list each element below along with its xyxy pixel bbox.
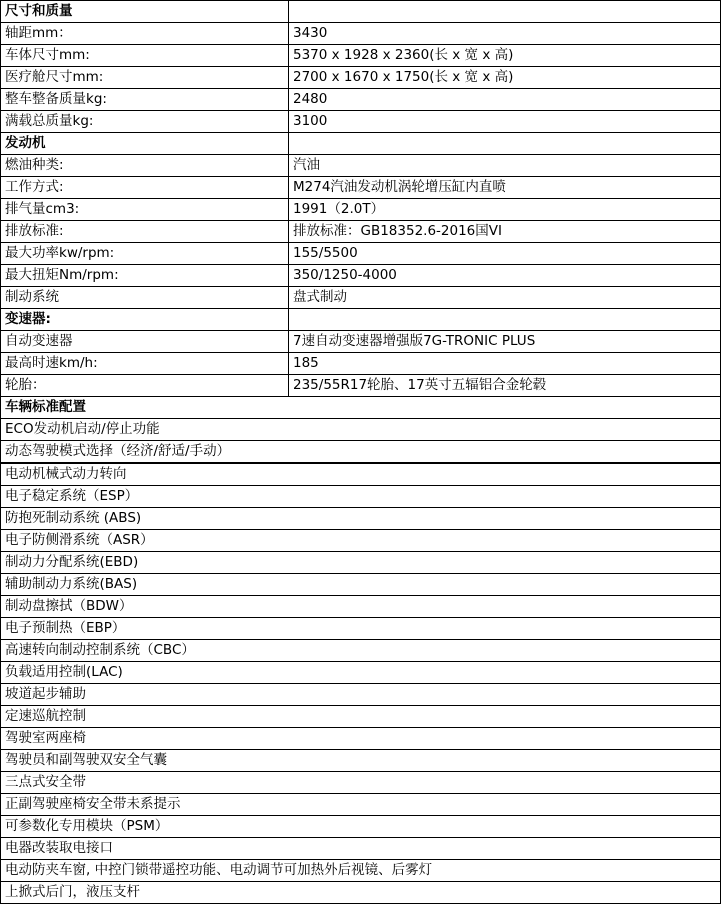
- config-item-row: [1, 419, 721, 441]
- spec-row: [1, 243, 721, 265]
- spec-value: 3100: [289, 111, 721, 133]
- spec-label: 排气量cm3:: [1, 199, 289, 221]
- config-item-row: [1, 794, 721, 816]
- config-item: 电子预制热（EBP）: [1, 618, 721, 640]
- spec-row: [1, 199, 721, 221]
- config-item-row: [1, 750, 721, 772]
- spec-value: 汽油: [289, 155, 721, 177]
- spec-label: 医疗舱尺寸mm:: [1, 67, 289, 89]
- spec-value: 235/55R17轮胎、17英寸五辐铝合金轮毂: [289, 375, 721, 397]
- config-item: 高速转向制动控制系统（CBC）: [1, 640, 721, 662]
- spec-row: [1, 375, 721, 397]
- config-item: 电子稳定系统（ESP）: [1, 486, 721, 508]
- spec-value: M274汽油发动机涡轮增压缸内直喷: [289, 177, 721, 199]
- section-heading: 发动机: [1, 133, 289, 155]
- empty-cell: [289, 133, 721, 155]
- spec-row: [1, 155, 721, 177]
- spec-row: [1, 67, 721, 89]
- config-item-row: [1, 618, 721, 640]
- config-item: ECO发动机启动/停止功能: [1, 419, 721, 441]
- config-heading-row: [1, 397, 721, 419]
- config-heading: 车辆标准配置: [1, 397, 721, 419]
- config-item: 防抱死制动系统 (ABS): [1, 508, 721, 530]
- config-item-row: [1, 508, 721, 530]
- config-item-row: [1, 486, 721, 508]
- spec-label: 制动系统: [1, 287, 289, 309]
- spec-value: 盘式制动: [289, 287, 721, 309]
- spec-row: [1, 331, 721, 353]
- spec-row: [1, 89, 721, 111]
- spec-label: 整车整备质量kg:: [1, 89, 289, 111]
- spec-value: 155/5500: [289, 243, 721, 265]
- config-item: 正副驾驶座椅安全带未系提示: [1, 794, 721, 816]
- spec-value: 2480: [289, 89, 721, 111]
- config-item: 负载适用控制(LAC): [1, 662, 721, 684]
- section-heading-row: [1, 309, 721, 331]
- config-item: 制动盘擦拭（BDW）: [1, 596, 721, 618]
- config-item: 辅助制动力系统(BAS): [1, 574, 721, 596]
- config-item: 三点式安全带: [1, 772, 721, 794]
- config-item-row: [1, 860, 721, 882]
- spec-value: 350/1250-4000: [289, 265, 721, 287]
- spec-label: 轮胎：: [1, 375, 289, 397]
- section-heading-row: [1, 1, 721, 23]
- spec-row: [1, 177, 721, 199]
- spec-label: 满载总质量kg:: [1, 111, 289, 133]
- config-item: 制动力分配系统(EBD): [1, 552, 721, 574]
- section-heading: 变速器:: [1, 309, 289, 331]
- config-item: 驾驶员和副驾驶双安全气囊: [1, 750, 721, 772]
- spec-label: 工作方式:: [1, 177, 289, 199]
- spec-label: 自动变速器: [1, 331, 289, 353]
- spec-label: 最高时速km/h:: [1, 353, 289, 375]
- config-item-row: [1, 706, 721, 728]
- spec-label: 车体尺寸mm:: [1, 45, 289, 67]
- config-item-row: [1, 574, 721, 596]
- config-item-row: [1, 552, 721, 574]
- config-item-row: [1, 463, 721, 486]
- config-item: 坡道起步辅助: [1, 684, 721, 706]
- spec-label: 轴距mm：: [1, 23, 289, 45]
- empty-cell: [289, 1, 721, 23]
- config-item: 电动防夹车窗, 中控门锁带遥控功能、电动调节可加热外后视镜、后雾灯: [1, 860, 721, 882]
- spec-value: 3430: [289, 23, 721, 45]
- config-item: 电子防侧滑系统（ASR）: [1, 530, 721, 552]
- config-item-row: [1, 684, 721, 706]
- spec-value: 7速自动变速器增强版7G-TRONIC PLUS: [289, 331, 721, 353]
- spec-value: 1991（2.0T）: [289, 199, 721, 221]
- spec-table-body: [1, 1, 721, 904]
- config-item-row: [1, 838, 721, 860]
- spec-value: 5370 x 1928 x 2360(长 x 宽 x 高): [289, 45, 721, 67]
- config-item-row: [1, 728, 721, 750]
- spec-label: 燃油种类:: [1, 155, 289, 177]
- config-item-row: [1, 662, 721, 684]
- spec-label: 最大功率kw/rpm:: [1, 243, 289, 265]
- spec-label: 最大扭矩Nm/rpm:: [1, 265, 289, 287]
- config-item: 动态驾驶模式选择（经济/舒适/手动）: [1, 441, 721, 464]
- spec-row: [1, 23, 721, 45]
- section-heading: 尺寸和质量: [1, 1, 289, 23]
- config-item-row: [1, 441, 721, 464]
- config-item-row: [1, 640, 721, 662]
- config-item-row: [1, 772, 721, 794]
- config-item-row: [1, 596, 721, 618]
- config-item-row: [1, 530, 721, 552]
- section-heading-row: [1, 133, 721, 155]
- spec-row: [1, 221, 721, 243]
- config-item: 驾驶室两座椅: [1, 728, 721, 750]
- spec-label: 排放标准:: [1, 221, 289, 243]
- config-item: 定速巡航控制: [1, 706, 721, 728]
- spec-value: 排放标准：GB18352.6-2016国VI: [289, 221, 721, 243]
- empty-cell: [289, 309, 721, 331]
- spec-row: [1, 111, 721, 133]
- config-item-row: [1, 882, 721, 904]
- config-item: 可参数化专用模块（PSM）: [1, 816, 721, 838]
- spec-row: [1, 45, 721, 67]
- config-item: 电器改装取电接口: [1, 838, 721, 860]
- spec-value: 185: [289, 353, 721, 375]
- spec-row: [1, 287, 721, 309]
- spec-row: [1, 265, 721, 287]
- config-item: 电动机械式动力转向: [1, 463, 721, 486]
- spec-row: [1, 353, 721, 375]
- spec-value: 2700 x 1670 x 1750(长 x 宽 x 高): [289, 67, 721, 89]
- config-item-row: [1, 816, 721, 838]
- config-item: 上掀式后门，液压支杆: [1, 882, 721, 904]
